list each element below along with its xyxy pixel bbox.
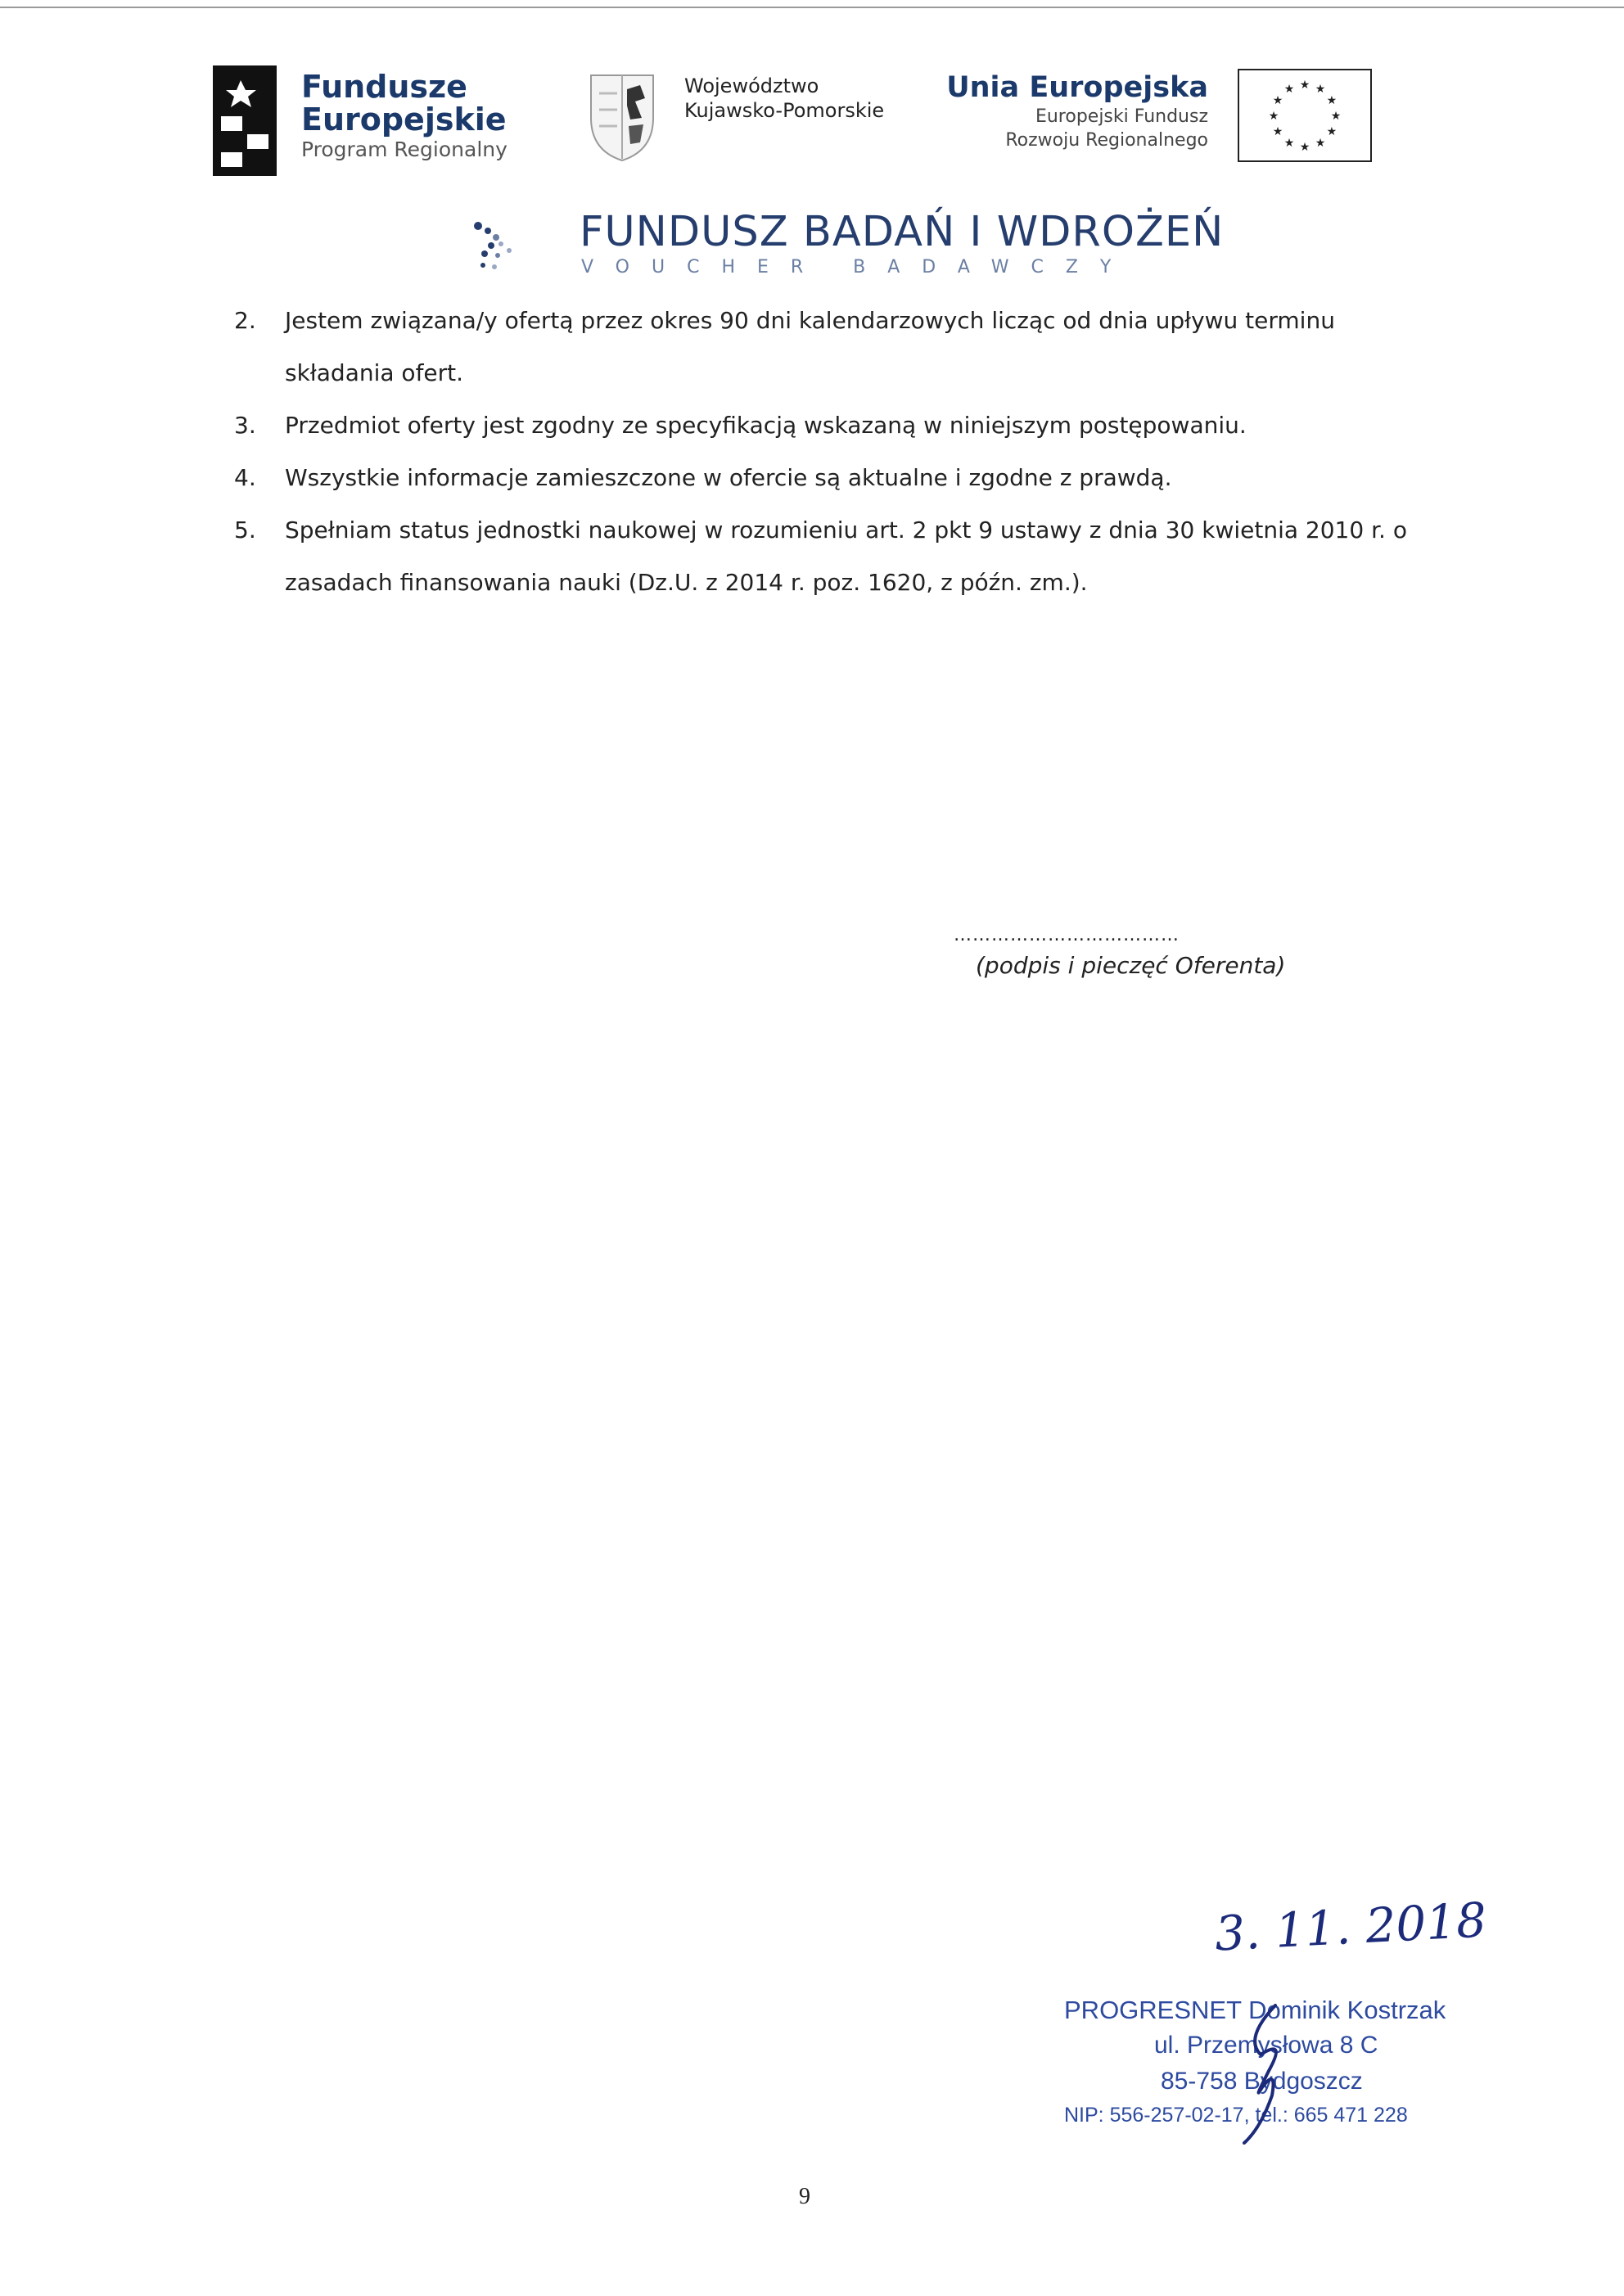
eu-star-icon: ★ bbox=[1283, 83, 1295, 97]
item-text: Spełniam status jednostki naukowej w rozumieniu art. 2 pkt 9 ustawy z dnia 30 kwietnia 2010 r. o zasadach finansowania nauki (Dz.U. z 2014 r. poz. 1620, z późn. zm.). bbox=[285, 516, 1407, 596]
ue-line1: Europejski Fundusz bbox=[1035, 106, 1208, 127]
eu-star-icon: ★ bbox=[1268, 110, 1279, 123]
signature-line: ……………………………… bbox=[954, 925, 1180, 945]
fe-line2: Europejskie bbox=[301, 101, 507, 138]
eu-star-icon: ★ bbox=[1330, 110, 1342, 123]
wojewodztwo-logo bbox=[583, 69, 927, 167]
fundusze-europejskie-icon bbox=[213, 65, 277, 176]
eu-star-icon: ★ bbox=[1326, 125, 1338, 138]
item-text: Jestem związana/y ofertą przez okres 90 dni kalendarzowych licząc od dnia upływu terminu składania ofert. bbox=[285, 307, 1335, 386]
dots-logo-icon bbox=[473, 219, 539, 285]
item-number: 3. bbox=[234, 412, 256, 439]
eu-star-icon: ★ bbox=[1272, 125, 1283, 138]
eu-star-icon: ★ bbox=[1326, 94, 1338, 107]
ue-title: Unia Europejska bbox=[946, 71, 1208, 104]
ue-line2: Rozwoju Regionalnego bbox=[1005, 130, 1208, 151]
signature-caption: (podpis i pieczęć Oferenta) bbox=[976, 952, 1286, 979]
handwritten-date: 3. 11. 2018 bbox=[1213, 1892, 1488, 1962]
list-item bbox=[234, 452, 1446, 504]
eu-flag-icon bbox=[1238, 69, 1372, 162]
item-text: Wszystkie informacje zamieszczone w ofercie są aktualne i zgodne z prawdą. bbox=[285, 464, 1172, 491]
fe-line3: Program Regionalny bbox=[301, 138, 508, 161]
stamp-line-2: ul. Przemysłowa 8 C bbox=[1154, 2032, 1378, 2059]
stamp-line-4: NIP: 556-257-02-17, tel.: 665 471 228 bbox=[1064, 2104, 1408, 2127]
item-text: Przedmiot oferty jest zgodny ze specyfikacją wskazaną w niniejszym postępowaniu. bbox=[285, 412, 1247, 439]
handwritten-signature bbox=[1211, 1989, 1310, 2145]
page-number: 9 bbox=[799, 2184, 810, 2209]
fundusze-europejskie-logo bbox=[213, 65, 508, 180]
fund-subtitle: VOUCHER BADAWCZY bbox=[581, 257, 1134, 277]
eu-star-icon: ★ bbox=[1299, 79, 1310, 92]
fundusz-badan-header bbox=[473, 208, 1225, 291]
eu-star-icon: ★ bbox=[1315, 83, 1326, 97]
fe-line1: Fundusze bbox=[301, 69, 467, 105]
list-item bbox=[234, 399, 1446, 452]
stamp-line-3: 85-758 Bydgoszcz bbox=[1161, 2068, 1363, 2095]
item-number: 4. bbox=[234, 464, 256, 491]
top-rule bbox=[0, 7, 1624, 8]
eu-star-icon: ★ bbox=[1283, 136, 1295, 150]
eu-star-icon: ★ bbox=[1299, 141, 1310, 154]
declaration-list bbox=[234, 295, 1446, 609]
item-number: 2. bbox=[234, 307, 256, 334]
fund-title: FUNDUSZ BADAŃ I WDROŻEŃ bbox=[580, 208, 1225, 256]
list-item bbox=[234, 504, 1446, 609]
unia-europejska-logo bbox=[946, 69, 1380, 171]
item-number: 5. bbox=[234, 516, 256, 544]
stamp-line-1: PROGRESNET Dominik Kostrzak bbox=[1064, 1996, 1446, 2024]
eu-star-icon: ★ bbox=[1272, 94, 1283, 107]
list-item bbox=[234, 295, 1446, 399]
eu-star-icon: ★ bbox=[1315, 136, 1326, 150]
woj-line1: Województwo bbox=[684, 74, 819, 97]
coat-of-arms-icon bbox=[583, 69, 661, 163]
woj-line2: Kujawsko-Pomorskie bbox=[684, 99, 885, 122]
